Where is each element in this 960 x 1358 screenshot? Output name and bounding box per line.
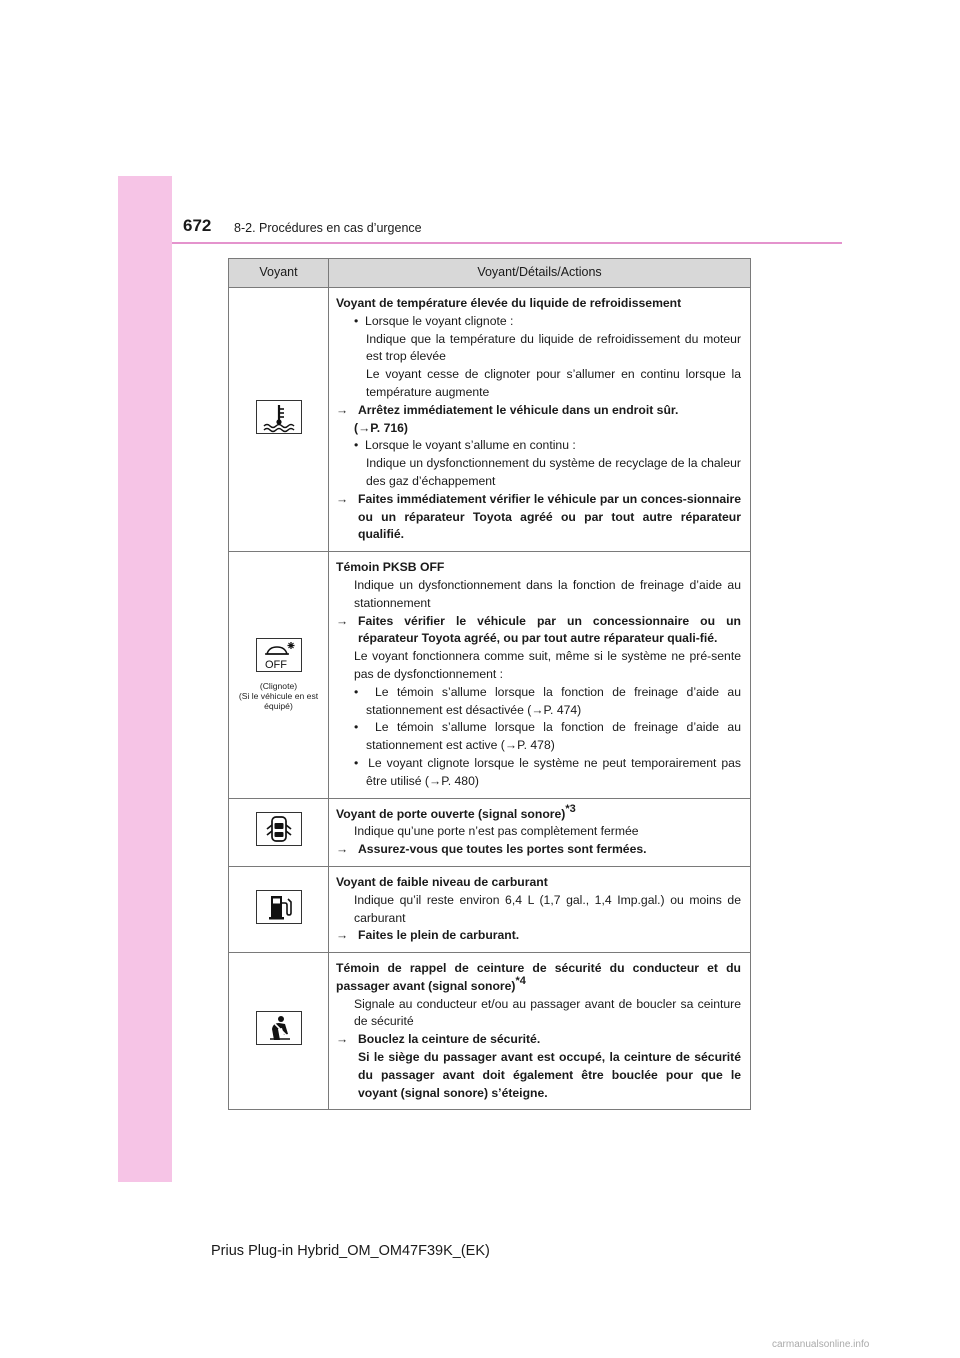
section-title: 8-2. Procédures en cas d’urgence (234, 221, 422, 235)
icon-cell (229, 552, 329, 798)
side-tab (118, 176, 172, 1182)
details-cell (329, 552, 751, 798)
icon-caption: (Clignote) (Si le véhicule en est équipé) (238, 681, 319, 712)
icon-cell (229, 798, 329, 866)
coolant-temperature-icon (256, 400, 302, 434)
list-item: • Lorsque le voyant clignote : (354, 313, 514, 328)
table-row (229, 866, 751, 952)
action-text: → Faites immédiatement vérifier le véhicule par un conces-sionnaire ou un réparateur Toyota agréé ou par tout autre réparateur qualifié. (336, 491, 741, 542)
details-cell (329, 798, 751, 866)
table-header-row (229, 259, 751, 288)
row-title: Témoin de rappel de ceinture de sécurité du conducteur et du passager avant (signal sonore)$^{*4}$ (336, 961, 741, 993)
table-row (229, 798, 751, 866)
list-item: • Le témoin s’allume lorsque la fonction de freinage d’aide au stationnement est active (→P. 478) (354, 720, 741, 753)
list-item: • Lorsque le voyant s’allume en continu : (354, 438, 576, 453)
details-cell (329, 866, 751, 952)
footnote-marker: *4 (515, 974, 526, 987)
action-text: → Arrêtez immédiatement le véhicule dans un endroit sûr. (336, 402, 679, 417)
indicator-table (228, 258, 751, 1110)
row-title: Voyant de porte ouverte (signal sonore)$^{*3}$ (336, 802, 576, 821)
icon-cell (229, 866, 329, 952)
pksb-off-label: OFF (264, 659, 287, 672)
row-title: Voyant de température élevée du liquide de refroidissement (336, 296, 682, 310)
fuel-pump-icon (256, 890, 302, 924)
footer-text: Prius Plug-in Hybrid_OM_OM47F39K_(EK) (211, 1243, 490, 1259)
pksb-off-icon (256, 638, 302, 672)
details-cell (329, 953, 751, 1110)
action-text: → Faites vérifier le véhicule par un concessionnaire ou un réparateur Toyota agréé, ou par tout autre réparateur quali-fié. (336, 613, 741, 646)
action-text: → Assurez-vous que toutes les portes sont fermées. (336, 842, 647, 857)
action-text: → Faites le plein de carburant. (336, 928, 520, 943)
column-header-details: Voyant/Détails/Actions (329, 259, 751, 288)
table-row (229, 552, 751, 798)
list-item: • Le voyant clignote lorsque le système ne peut temporairement pas être utilisé (→P. 480) (354, 755, 741, 788)
table-row (229, 953, 751, 1110)
description-text: Indique qu’il reste environ 6,4 L (1,7 gal., 1,4 Imp.gal.) ou moins de carburant (354, 892, 741, 925)
page-reference: (→P. 716) (354, 420, 408, 435)
description-text: Indique qu’une porte n’est pas complètement fermée (354, 824, 639, 839)
table-row (229, 288, 751, 552)
footnote-marker: *3 (565, 802, 576, 815)
watermark: carmanualsonline.info (772, 1339, 870, 1350)
column-header-icon: Voyant (229, 259, 329, 288)
description-text: Le voyant fonctionnera comme suit, même si le système ne pré-sente pas de dysfonctionnement : (354, 649, 741, 681)
details-cell (329, 288, 751, 552)
row-title: Voyant de faible niveau de carburant (336, 874, 548, 889)
door-open-icon (256, 812, 302, 846)
icon-cell (229, 953, 329, 1110)
action-text: → Bouclez la ceinture de sécurité. (336, 1032, 541, 1047)
description-text: Indique que la température du liquide de refroidissement du moteur est trop élevée (366, 331, 741, 364)
page-number: 672 (183, 216, 212, 235)
seatbelt-icon (256, 1011, 302, 1045)
description-text: Le voyant cesse de clignoter pour s’allumer en continu lorsque la température augmente (366, 367, 741, 399)
header-rule (172, 242, 842, 244)
description-text: Indique un dysfonctionnement du système de recyclage de la chaleur des gaz d’échappement (366, 456, 741, 488)
list-item: • Le témoin s’allume lorsque la fonction de freinage d’aide au stationnement est désactivée (→P. 474) (354, 684, 741, 717)
description-text: Signale au conducteur et/ou au passager avant de boucler sa ceinture de sécurité (354, 996, 741, 1029)
row-title: Témoin PKSB OFF (336, 560, 445, 575)
description-text: Indique un dysfonctionnement dans la fonction de freinage d’aide au stationnement (354, 577, 741, 610)
description-text: Si le siège du passager avant est occupé, la ceinture de sécurité du passager avant doit également être bouclée pour que le voyant (signal sonore) s’éteigne. (358, 1050, 741, 1100)
icon-cell (229, 288, 329, 552)
